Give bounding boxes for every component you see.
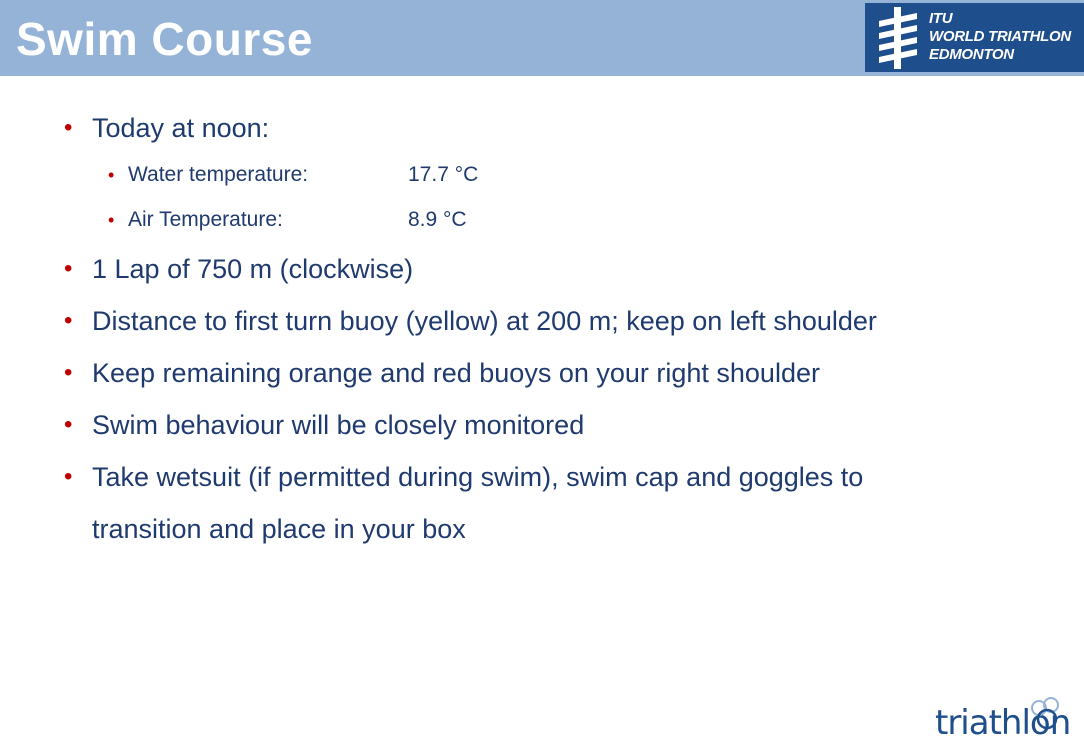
- bullet-dot: •: [108, 210, 115, 230]
- itu-mark-icon: [875, 5, 921, 71]
- olympic-rings-icon: [1027, 697, 1069, 731]
- air-label: Air Temperature:: [128, 208, 283, 231]
- bullet-dot: •: [108, 165, 115, 185]
- bullet-remaining-buoys: • Keep remaining orange and red buoys on your right shoulder: [92, 347, 820, 399]
- water-value: 17.7 °C: [408, 163, 479, 186]
- slide-title: Swim Course: [16, 13, 313, 65]
- itu-logo-text: [929, 10, 1071, 64]
- bullet-dot: •: [64, 307, 73, 334]
- triathlon-wordmark: triathlon: [935, 703, 1071, 743]
- sub-bullet-water: [108, 162, 479, 188]
- itu-edmonton-logo: [865, 3, 1084, 72]
- bullet-dot: •: [64, 114, 73, 141]
- bullet-dot: •: [64, 411, 73, 438]
- bullet-first-buoy: • Distance to first turn buoy (yellow) at 200 m; keep on left shoulder: [92, 295, 877, 347]
- triathlon-logo: [935, 697, 1075, 747]
- bullet-lap: • 1 Lap of 750 m (clockwise): [92, 243, 413, 295]
- sub-bullet-air: [108, 207, 467, 233]
- bullet-dot: •: [64, 463, 73, 490]
- itu-logo-line1: ITU: [929, 10, 953, 27]
- bullet-wetsuit-continued: transition and place in your box: [92, 514, 466, 544]
- air-value: 8.9 °C: [408, 208, 467, 231]
- bullet-dot: •: [64, 255, 73, 282]
- itu-logo-line3: EDMONTON: [929, 46, 1014, 63]
- water-label: Water temperature:: [128, 163, 309, 186]
- bullet-behaviour: • Swim behaviour will be closely monitored: [92, 399, 584, 451]
- itu-logo-line2: WORLD TRIATHLON: [929, 28, 1071, 45]
- bullet-dot: •: [64, 359, 73, 386]
- bullet-wetsuit: • Take wetsuit (if permitted during swim), swim cap and goggles to: [92, 451, 863, 503]
- bullet-today-noon: • Today at noon:: [92, 102, 269, 154]
